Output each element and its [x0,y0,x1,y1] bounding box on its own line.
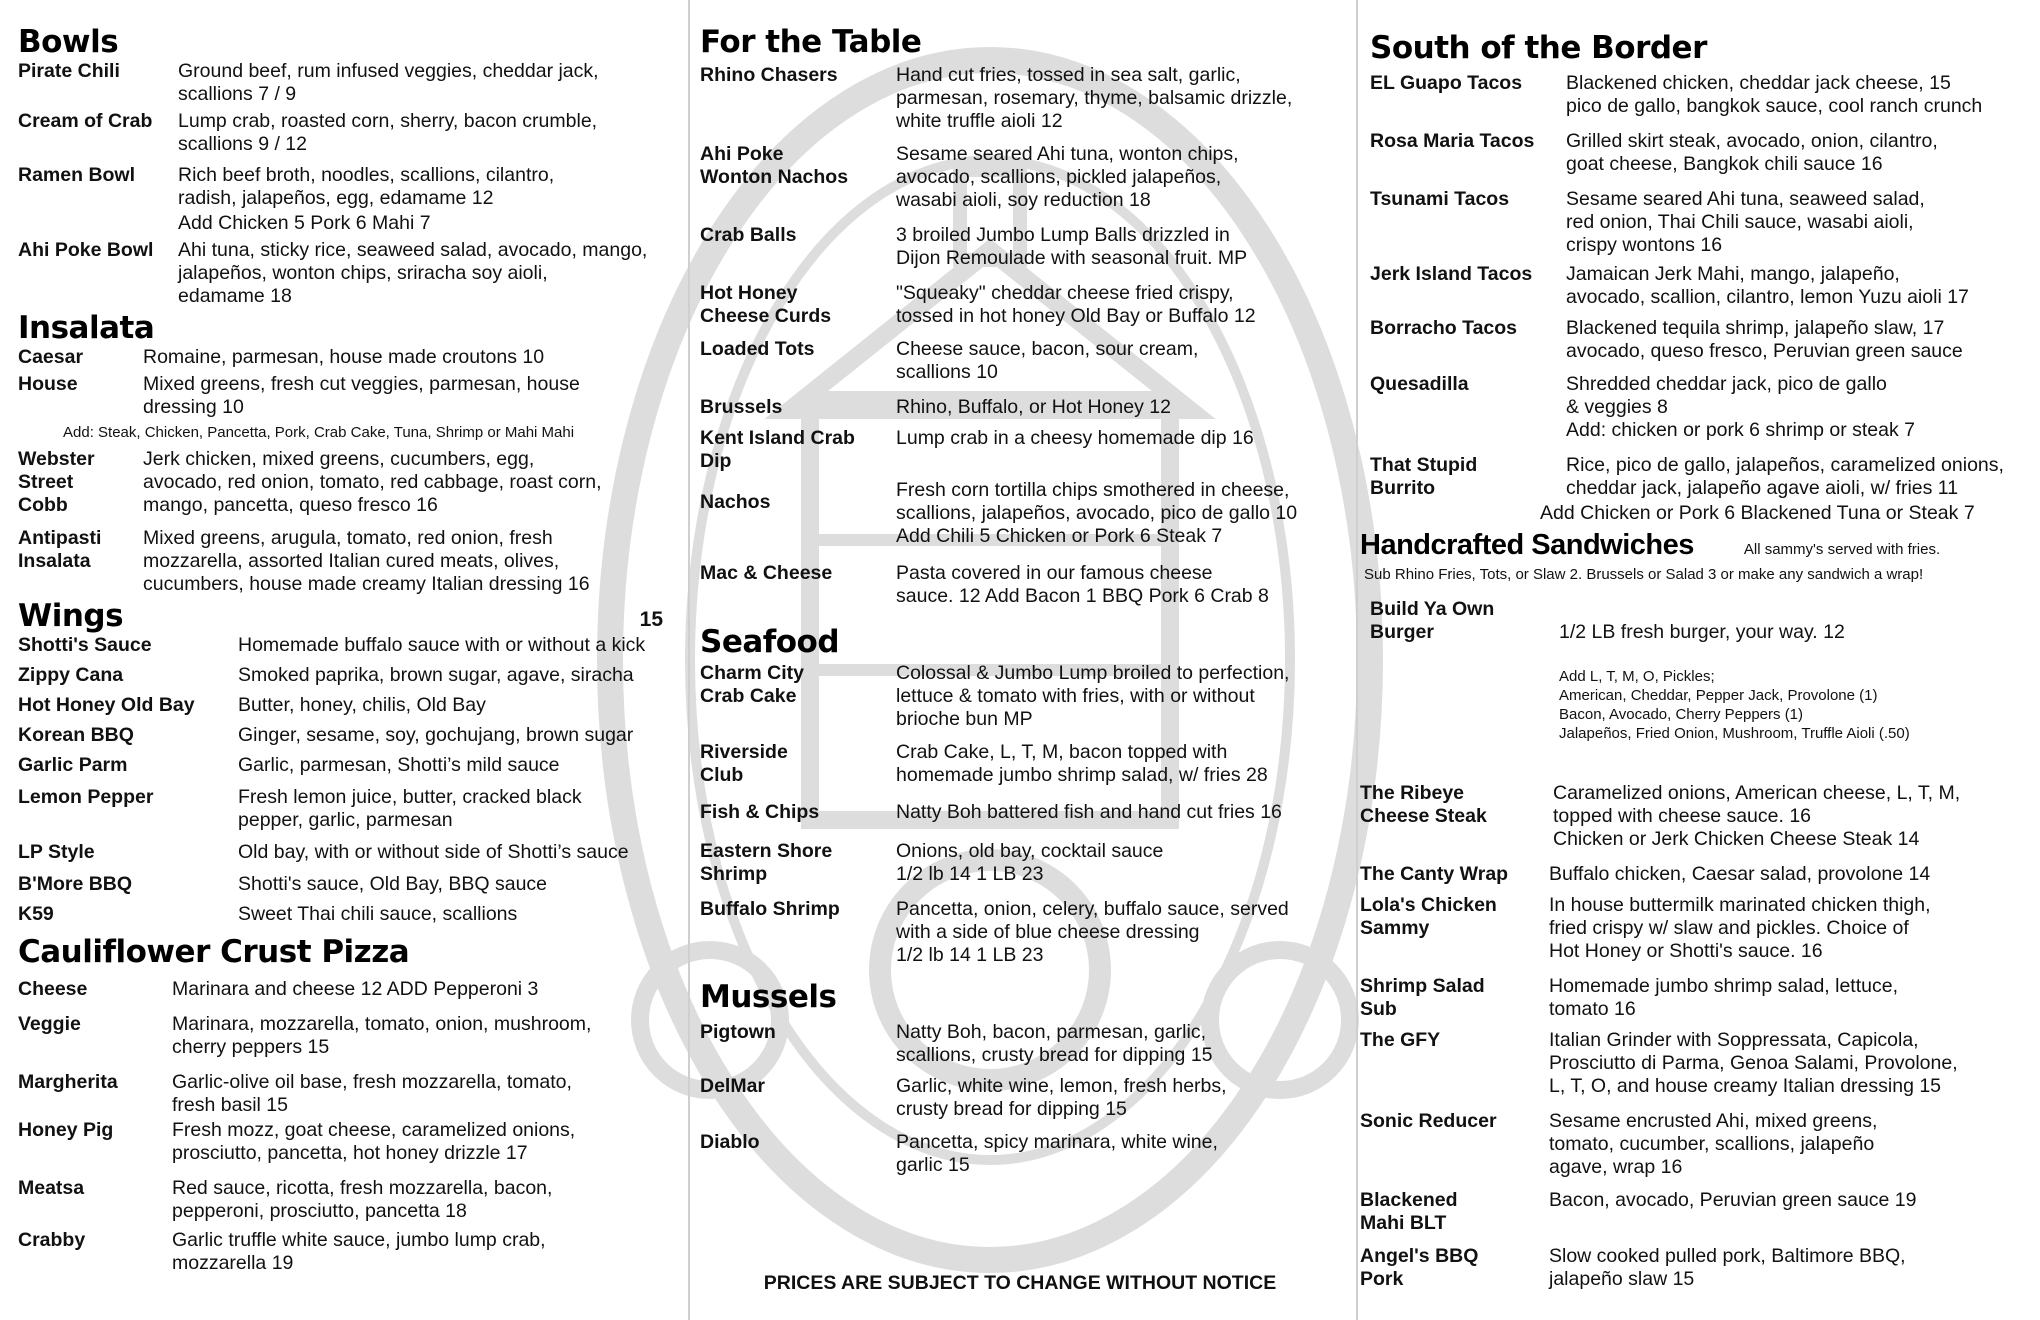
menu-item [18,1013,668,1059]
item-desc: Jerk chicken, mixed greens, cucumbers, egg, avocado, red onion, tomato, red cabbage, roast corn, mango, pancetta, queso fresco 16 [143,448,602,516]
item-name: Angel's BBQ Pork [1360,1245,1479,1290]
item-name: Garlic Parm [18,754,128,776]
item-desc: Ground beef, rum infused veggies, cheddar jack, scallions 7 / 9 [178,60,599,105]
menu-item [700,1075,1340,1121]
item-name: Ahi Poke Bowl [18,239,154,261]
item-name: Riverside Club [700,741,788,786]
item-desc: Sesame encrusted Ahi, mixed greens, tomato, cucumber, scallions, jalapeño agave, wrap 16 [1549,1110,1878,1178]
menu-item [18,346,668,369]
section-wings [18,596,668,926]
item-name: The Canty Wrap [1360,863,1509,885]
menu-item [1360,894,2020,963]
item-desc: Ginger, sesame, soy, gochujang, brown sugar [238,724,634,746]
menu-item [1360,975,2020,1021]
menu-item [18,527,668,596]
section-title: Mussels [700,979,837,1015]
menu-item [700,898,1340,967]
item-name: B'More BBQ [18,873,133,895]
burger-desc: 1/2 LB fresh burger, your way. 12 [1559,621,1845,643]
item-desc: Italian Grinder with Soppressata, Capicola, Prosciutto di Parma, Genoa Salami, Provolone, L, T, O, and house creamy Italian dressing 15 [1549,1029,1958,1097]
section-title: Bowls [18,24,119,60]
item-desc: Natty Boh, bacon, parmesan, garlic, scallions, crusty bread for dipping 15 [896,1021,1213,1066]
column-divider-left [688,0,690,1320]
item-name: Kent Island Crab Dip [700,427,855,472]
item-name: LP Style [18,841,95,863]
item-desc: Romaine, parmesan, house made croutons 10 [143,346,545,368]
item-desc: Sesame seared Ahi tuna, seaweed salad, red onion, Thai Chili sauce, wasabi aioli, crispy wontons 16 [1566,188,1925,256]
menu-item [1360,863,2020,886]
menu-item [18,664,668,687]
item-desc: Rich beef broth, noodles, scallions, cilantro, radish, jalapeños, egg, edamame 12 [178,164,555,209]
item-name: Cheese [18,978,88,1000]
item-desc: Shotti's sauce, Old Bay, BBQ sauce [238,873,548,895]
item-desc: Crab Cake, L, T, M, bacon topped with homemade jumbo shrimp salad, w/ fries 28 [896,741,1268,786]
item-desc: Bacon, avocado, Peruvian green sauce 19 [1549,1189,1917,1211]
price-notice: PRICES ARE SUBJECT TO CHANGE WITHOUT NOTICE [763,1272,1277,1294]
item-desc: Natty Boh battered fish and hand cut fries 16 [896,801,1282,823]
item-name: Eastern Shore Shrimp [700,840,833,885]
item-desc: In house buttermilk marinated chicken thigh, fried crispy w/ slaw and pickles. Choice of Hot Honey or Shotti's sauce. 16 [1549,894,1931,962]
menu-item [700,338,1340,384]
section-seafood [700,622,1340,967]
menu-item [18,634,668,657]
item-desc: Pasta covered in our famous cheese sauce. 12 Add Bacon 1 BBQ Pork 6 Crab 8 [896,562,1269,607]
item-desc: Buffalo chicken, Caesar salad, provolone 14 [1549,863,1931,885]
item-desc: Old bay, with or without side of Shotti’s sauce [238,841,629,863]
item-name: Lola's Chicken Sammy [1360,894,1497,939]
item-name: Pigtown [700,1021,776,1043]
menu-item [1370,317,2020,363]
section-title: South of the Border [1370,30,1707,66]
item-desc: Mixed greens, arugula, tomato, red onion, fresh mozzarella, assorted Italian cured meats, olives, cucumbers, house made creamy Italian dressing 16 [143,527,590,595]
column-divider-right [1356,0,1358,1320]
item-name: Lemon Pepper [18,786,154,808]
section-south-of-the-border [1370,28,2020,525]
item-desc: Garlic-olive oil base, fresh mozzarella, tomato, fresh basil 15 [172,1071,572,1116]
menu-item [18,724,668,747]
item-name: House [18,373,78,395]
menu-item [1370,72,2020,118]
item-name: K59 [18,903,54,925]
item-name: Charm City Crab Cake [700,662,805,707]
item-name: Pirate Chili [18,60,120,82]
section-title: Insalata [18,310,155,346]
item-name: Shrimp Salad Sub [1360,975,1485,1020]
menu-item [18,694,668,717]
item-desc: Red sauce, ricotta, fresh mozzarella, bacon, pepperoni, prosciutto, pancetta 18 [172,1177,553,1222]
menu-item [18,164,668,210]
item-name: Ahi Poke Wonton Nachos [700,143,849,188]
item-name: Korean BBQ [18,724,134,746]
item-desc: "Squeaky" cheddar cheese fried crispy, tossed in hot honey Old Bay or Buffalo 12 [896,282,1256,327]
item-desc: Rice, pico de gallo, jalapeños, caramelized onions, cheddar jack, jalapeño agave aioli, w/ fries 11 [1566,454,2004,499]
section-header [1360,525,2020,565]
menu-item [18,841,668,864]
column-middle [700,22,1340,1294]
menu-item [700,396,1340,419]
item-desc: Homemade jumbo shrimp salad, lettuce, tomato 16 [1549,975,1898,1020]
menu-item [18,1177,668,1223]
menu-item [1370,454,2020,500]
item-name: Mac & Cheese [700,562,833,584]
burger-addons: Add L, T, M, O, Pickles; American, Cheddar, Pepper Jack, Provolone (1) Bacon, Avocado, Cherry Peppers (1) Jalapeños, Fried Onion, Mushroom, Truffle Aioli (.50) [1559,668,1910,742]
menu-item [1370,130,2020,176]
item-name: Jerk Island Tacos [1370,263,1533,285]
item-name: Zippy Cana [18,664,124,686]
menu-item [700,64,1340,133]
item-name: Rosa Maria Tacos [1370,130,1535,152]
menu-item [18,754,668,777]
section-title: Wings [18,598,124,634]
menu-item [1360,1029,2020,1098]
item-name: Loaded Tots [700,338,815,360]
menu-item [700,840,1340,886]
item-desc: 3 broiled Jumbo Lump Balls drizzled in Dijon Remoulade with seasonal fruit. MP [896,224,1248,269]
item-desc: Ahi tuna, sticky rice, seaweed salad, avocado, mango, jalapeños, wonton chips, sriracha soy aioli, edamame 18 [178,239,648,307]
section-pizza [18,932,668,1275]
menu-item [1370,263,2020,309]
menu-item [700,282,1340,328]
item-name: Margherita [18,1071,118,1093]
item-desc: Garlic, parmesan, Shotti’s mild sauce [238,754,560,776]
item-name: Build Ya Own Burger [1370,598,1495,643]
section-bowls [18,22,668,308]
section-title: Cauliflower Crust Pizza [18,934,410,970]
item-name: Brussels [700,396,783,418]
item-name: Rhino Chasers [700,64,838,86]
menu-item [700,143,1340,212]
item-desc: Lump crab in a cheesy homemade dip 16 [896,427,1254,449]
item-desc: Smoked paprika, brown sugar, agave, siracha [238,664,634,686]
item-desc: Marinara and cheese 12 ADD Pepperoni 3 [172,978,539,1000]
menu-item [18,1229,668,1275]
menu-item [700,562,1340,608]
item-name: Buffalo Shrimp [700,898,840,920]
item-name: Crabby [18,1229,86,1251]
column-left [18,22,668,1275]
item-name: Diablo [700,1131,760,1153]
menu-item [18,373,668,419]
item-desc: Pancetta, onion, celery, buffalo sauce, served with a side of blue cheese dressing 1/2 lb 14 1 LB 23 [896,898,1289,966]
wings-price: 15 [639,608,663,631]
item-desc [1559,598,2020,766]
item-name: That Stupid Burrito [1370,454,1478,499]
item-name: Antipasti Insalata [18,527,102,572]
menu-item [18,978,668,1001]
section-for-the-table [700,22,1340,608]
item-desc: Colossal & Jumbo Lump broiled to perfection, lettuce & tomato with fries, with or without brioche bun MP [896,662,1290,730]
menu-item [700,479,1340,548]
item-name: Ramen Bowl [18,164,136,186]
item-desc: Cheese sauce, bacon, sour cream, scallions 10 [896,338,1199,383]
add-note: Add: Steak, Chicken, Pancetta, Pork, Crab Cake, Tuna, Shrimp or Mahi Mahi [63,424,575,441]
item-desc: Blackened tequila shrimp, jalapeño slaw, 17 avocado, queso fresco, Peruvian green sauce [1566,317,1963,362]
item-desc: Fresh mozz, goat cheese, caramelized onions, prosciutto, pancetta, hot honey drizzle 17 [172,1119,576,1164]
item-name: Honey Pig [18,1119,114,1141]
item-desc: Marinara, mozzarella, tomato, onion, mushroom, cherry peppers 15 [172,1013,592,1058]
item-desc: Grilled skirt steak, avocado, onion, cilantro, goat cheese, Bangkok chili sauce 16 [1566,130,1938,175]
item-desc: Garlic truffle white sauce, jumbo lump crab, mozzarella 19 [172,1229,546,1274]
menu-item [700,427,1340,473]
item-desc: Shredded cheddar jack, pico de gallo & veggies 8 Add: chicken or pork 6 shrimp or steak 7 [1566,373,1915,441]
item-desc: Homemade buffalo sauce with or without a kick [238,634,646,656]
menu-item [18,903,668,926]
item-name: Fish & Chips [700,801,820,823]
item-name: Nachos [700,491,771,513]
menu-item [1360,1110,2020,1179]
menu-item [18,786,668,832]
menu-item [1360,1245,2020,1291]
item-name: Borracho Tacos [1370,317,1518,339]
menu-item [18,1119,668,1165]
item-desc: Hand cut fries, tossed in sea salt, garlic, parmesan, rosemary, thyme, balsamic drizzle, white truffle aioli 12 [896,64,1293,132]
item-name: Webster Street Cobb [18,448,95,516]
menu-item [1360,782,2020,851]
menu-item [700,1021,1340,1067]
item-name: DelMar [700,1075,766,1097]
section-sandwiches [1360,525,2020,1291]
item-desc: Garlic, white wine, lemon, fresh herbs, crusty bread for dipping 15 [896,1075,1227,1120]
menu-item [18,239,668,308]
item-desc: Fresh lemon juice, butter, cracked black pepper, garlic, parmesan [238,786,582,831]
menu-item [1370,373,2020,442]
item-desc: Jamaican Jerk Mahi, mango, jalapeño, avocado, scallion, cilantro, lemon Yuzu aioli 17 [1566,263,1969,308]
item-name: Shotti's Sauce [18,634,152,656]
item-name: Crab Balls [700,224,797,246]
item-name: Sonic Reducer [1360,1110,1497,1132]
sandwich-side-note: All sammy's served with fries. [1743,541,1941,558]
item-desc: Sweet Thai chili sauce, scallions [238,903,518,925]
menu-item [1370,598,2020,766]
item-desc: Lump crab, roasted corn, sherry, bacon crumble, scallions 9 / 12 [178,110,598,155]
item-addon: Add Chicken 5 Pork 6 Mahi 7 [178,212,431,234]
menu-item [1370,188,2020,257]
menu-item [18,1071,668,1117]
item-name: Hot Honey Old Bay [18,694,195,716]
menu-item [700,1131,1340,1177]
item-desc: Caramelized onions, American cheese, L, T, M, topped with cheese sauce. 16 Chicken or Jerk Chicken Cheese Steak 14 [1553,782,1961,850]
item-name: Hot Honey Cheese Curds [700,282,832,327]
menu-item [700,224,1340,270]
item-name: Veggie [18,1013,81,1035]
item-desc: Blackened chicken, cheddar jack cheese, 15 pico de gallo, bangkok sauce, cool ranch crunch [1566,72,1983,117]
menu-item [700,741,1340,787]
menu-item [18,448,668,517]
item-name: Meatsa [18,1177,85,1199]
menu-item [18,110,668,156]
item-desc: Mixed greens, fresh cut veggies, parmesan, house dressing 10 [143,373,580,418]
menu-item [700,662,1340,731]
item-desc: Fresh corn tortilla chips smothered in cheese, scallions, jalapeños, avocado, pico de gallo 10 Add Chili 5 Chicken or Pork 6 Steak 7 [896,479,1298,547]
item-desc: Rhino, Buffalo, or Hot Honey 12 [896,396,1171,418]
item-addon: Add Chicken or Pork 6 Blackened Tuna or Steak 7 [1540,502,1975,524]
item-name: EL Guapo Tacos [1370,72,1523,94]
item-name: Caesar [18,346,84,368]
section-title: Seafood [700,624,840,660]
menu-item [18,60,668,106]
column-right [1360,22,2020,1291]
item-desc: Sesame seared Ahi tuna, wonton chips, avocado, scallions, pickled jalapeños, wasabi aioli, soy reduction 18 [896,143,1239,211]
section-title: Handcrafted Sandwiches [1360,529,1694,561]
item-desc: Slow cooked pulled pork, Baltimore BBQ, jalapeño slaw 15 [1549,1245,1906,1290]
sandwich-sub-note: Sub Rhino Fries, Tots, or Slaw 2. Brussels or Salad 3 or make any sandwich a wrap! [1364,566,1924,583]
menu-item [1360,1189,2020,1235]
menu-item [700,801,1340,824]
item-desc: Butter, honey, chilis, Old Bay [238,694,486,716]
item-desc: Pancetta, spicy marinara, white wine, garlic 15 [896,1131,1218,1176]
item-name: Blackened Mahi BLT [1360,1189,1458,1234]
item-name: Cream of Crab [18,110,153,132]
section-insalata [18,308,668,596]
item-name: Quesadilla [1370,373,1469,395]
section-mussels [700,977,1340,1177]
item-name: The Ribeye Cheese Steak [1360,782,1487,827]
item-name: The GFY [1360,1029,1441,1051]
section-header [18,596,668,636]
menu-item [18,873,668,896]
item-name: Tsunami Tacos [1370,188,1510,210]
section-title: For the Table [700,24,922,60]
item-desc: Onions, old bay, cocktail sauce 1/2 lb 14 1 LB 23 [896,840,1164,885]
